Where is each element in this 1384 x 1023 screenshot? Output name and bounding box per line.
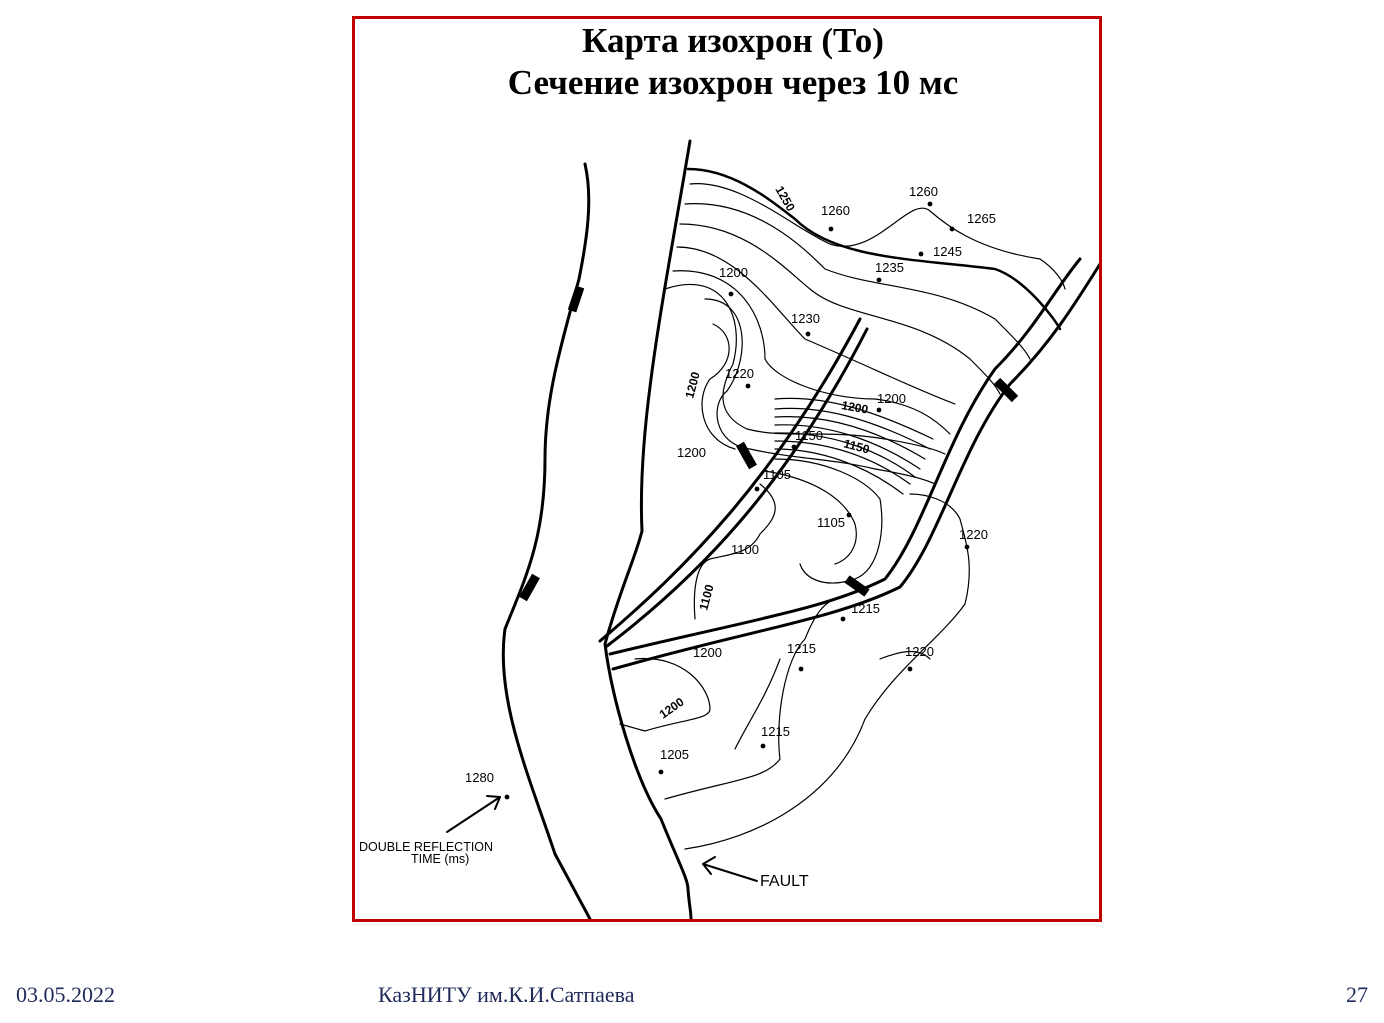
contour-1250	[688, 169, 1060, 329]
contour-label: 1150	[842, 436, 872, 457]
contour-label: 1200	[877, 391, 906, 406]
footer-organization: КазНИТУ им.К.И.Сатпаева	[378, 982, 635, 1007]
fault-west-tick-1	[572, 287, 580, 311]
contour-label: 1105	[817, 515, 845, 530]
contour-label: 1260	[821, 203, 850, 218]
footer-page-number: 27	[1346, 982, 1368, 1007]
contour-label: 1150	[795, 428, 823, 443]
contour-label: 1230	[791, 311, 820, 326]
contour-label: 1205	[660, 747, 689, 762]
fault-west	[503, 164, 590, 919]
contour-label: 1215	[761, 724, 790, 739]
contour-label: 1215	[851, 601, 880, 616]
contour-label: 1100	[696, 582, 717, 612]
legend-label-line1: DOUBLE REFLECTION	[359, 840, 494, 854]
contour-label: 1100	[731, 542, 759, 557]
contour-label: 1220	[959, 527, 988, 542]
contour-label: 1220	[725, 366, 754, 381]
contour-label: 1250	[772, 183, 798, 214]
isochron-map	[355, 19, 1099, 919]
contour-label: 1215	[787, 641, 816, 656]
contour-label: 1280	[465, 770, 494, 785]
slide-frame	[352, 16, 1102, 922]
footer-date: 03.05.2022	[16, 982, 115, 1007]
contour-label: 1200	[677, 445, 706, 460]
fault-central	[605, 141, 691, 919]
contour-label: 1245	[933, 244, 962, 259]
contour-label: 1200	[693, 645, 722, 660]
legend-arrow	[447, 797, 500, 832]
fault-arrow	[703, 864, 757, 881]
contour-label: 1260	[909, 184, 938, 199]
fault-label: FAULT	[760, 873, 809, 890]
slide-title: Карта изохрон (То)	[582, 21, 884, 60]
contour-label: 1265	[967, 211, 996, 226]
contour-label: 1200	[840, 398, 870, 417]
legend-label-line2: TIME (ms)	[411, 852, 470, 866]
slide-subtitle: Сечение изохрон через 10 мс	[507, 63, 959, 102]
contour-label: 1235	[875, 260, 904, 275]
contour-label: 1200	[719, 265, 748, 280]
contour-label: 1220	[905, 644, 934, 659]
contour-label: 1200	[682, 370, 703, 400]
contour-label: 1200	[656, 694, 687, 722]
contour-label: 1105	[763, 467, 791, 482]
